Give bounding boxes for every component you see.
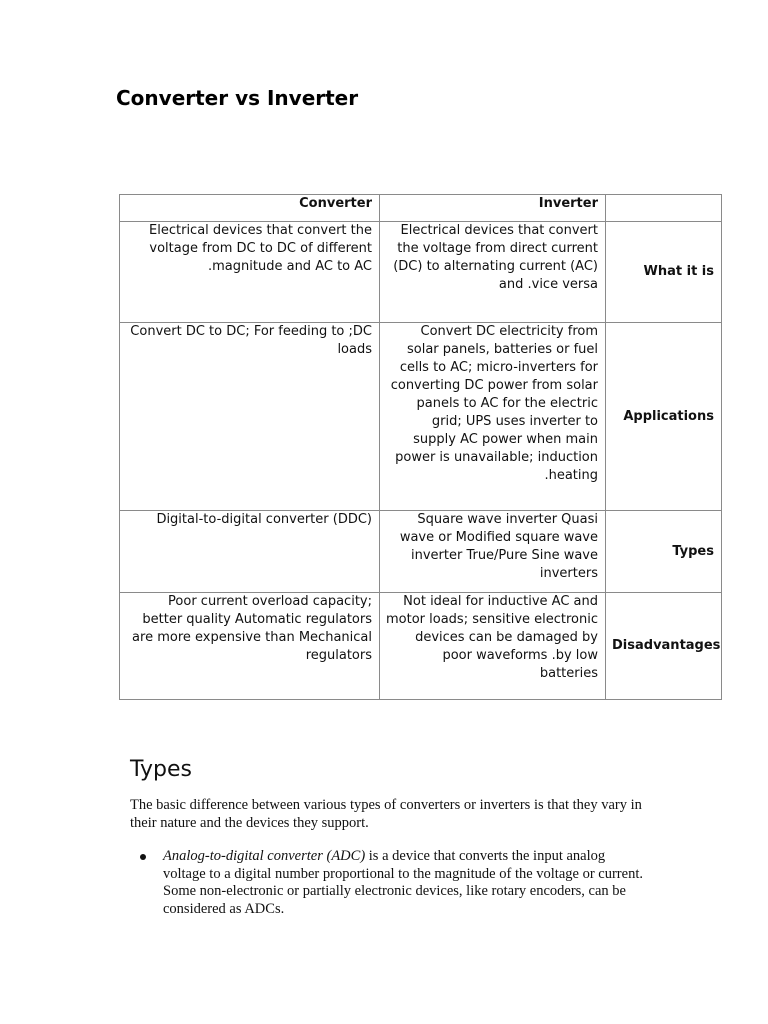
cell-converter: Convert DC to DC; For feeding to ;DC loads: [120, 323, 380, 511]
row-label: Disadvantages: [606, 593, 722, 700]
header-inverter: Inverter: [380, 195, 606, 222]
list-item: [140, 848, 645, 918]
bullet-text: is a device that converts the input analog voltage to a digital number proportional to the magnitude of the voltage or current. Some non-electronic or partially electronic devices, like rotary encoders, can be considered as ADCs.: [163, 848, 643, 917]
row-label: Applications: [606, 323, 722, 511]
cell-inverter: Convert DC electricity from solar panels, batteries or fuel cells to AC; micro-inverters for converting DC power from solar panels to AC for the electric grid; UPS uses inverter to supply AC power when main power is unavailable; induction .heating: [380, 323, 606, 511]
cell-inverter: Electrical devices that convert the voltage from direct current (DC) to alternating current (AC) and .vice versa: [380, 222, 606, 323]
cell-inverter: Not ideal for inductive AC and motor loads; sensitive electronic devices can be damaged by poor waveforms .by low batteries: [380, 593, 606, 700]
table-header-row: [120, 195, 722, 222]
table-row: [120, 222, 722, 323]
table-row: [120, 323, 722, 511]
section-paragraph: The basic difference between various types of converters or inverters is that they vary in their nature and the devices they support.: [130, 797, 642, 831]
row-label: What it is: [606, 222, 722, 323]
page-title: Converter vs Inverter: [116, 86, 359, 110]
section-heading: Types: [130, 757, 192, 782]
bullet-term: Analog-to-digital converter (ADC): [163, 848, 366, 864]
comparison-table: [119, 194, 722, 700]
cell-converter: Electrical devices that convert the voltage from DC to DC of different .magnitude and AC to AC: [120, 222, 380, 323]
cell-inverter: Square wave inverter Quasi wave or Modified square wave inverter True/Pure Sine wave inverters: [380, 511, 606, 593]
header-label: [606, 195, 722, 222]
header-converter: Converter: [120, 195, 380, 222]
row-label: Types: [606, 511, 722, 593]
bullet-list: [140, 848, 645, 918]
bullet-icon: [140, 854, 146, 860]
cell-converter: Poor current overload capacity; better quality Automatic regulators are more expensive than Mechanical regulators: [120, 593, 380, 700]
table-row: [120, 511, 722, 593]
table-row: [120, 593, 722, 700]
cell-converter: Digital-to-digital converter (DDC): [120, 511, 380, 593]
